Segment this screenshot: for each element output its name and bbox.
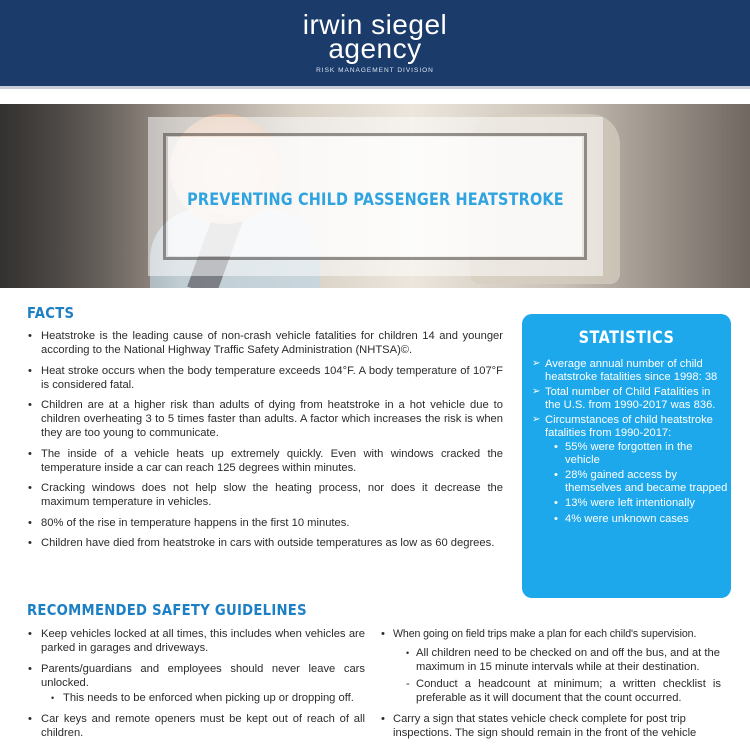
- brand-name-line2: agency: [328, 33, 422, 64]
- circumstance-item: • 55% were forgotten in the vehicle: [545, 441, 728, 466]
- statistics-heading: STATISTICS: [578, 328, 675, 348]
- page-title: PREVENTING CHILD PASSENGER HEATSTROKE: [187, 190, 564, 210]
- fact-item: • Heatstroke is the leading cause of non-crash vehicle fatalities for children 14 and younger according to the National Highway Traffic Safety Administration (NHTSA)©.: [28, 329, 503, 357]
- statistics-box: [522, 314, 731, 598]
- guideline-text: Carry a sign that states vehicle check complete for post trip inspections. The sign should remain in the front of the vehicle: [393, 713, 697, 739]
- guideline-sublist: [41, 691, 365, 705]
- chevron-right-icon: ➢: [532, 386, 541, 397]
- guidelines-heading: RECOMMENDED SAFETY GUIDELINES: [27, 601, 307, 619]
- guideline-subtext: All children need to be checked on and off the bus, and at the maximum in 15 minute intervals while at their destination.: [416, 647, 720, 673]
- circumstance-item: • 4% were unknown cases: [545, 513, 728, 526]
- guideline-text: When going on field trips make a plan for each child's supervision.: [393, 628, 697, 640]
- fact-item: • The inside of a vehicle heats up extremely quickly. Even with windows cracked the temperature inside a car can reach 125 degrees within minutes.: [28, 447, 503, 475]
- facts-list: [28, 329, 503, 557]
- guidelines-left-list: [28, 627, 365, 747]
- fact-item: • Heat stroke occurs when the body temperature exceeds 104°F. A body temperature of 107°F is considered fatal.: [28, 364, 503, 392]
- stat-text: Circumstances of child heatstroke fatalities from 1990-2017:: [545, 414, 713, 439]
- statistics-list: [532, 358, 728, 528]
- guideline-subitem: [393, 646, 721, 705]
- circumstance-item: • 28% gained access by themselves and became trapped: [545, 469, 728, 494]
- chevron-right-icon: ➢: [532, 358, 541, 369]
- guideline-text: Parents/guardians and employees should never leave cars unlocked.: [41, 663, 365, 689]
- stat-item: [532, 414, 728, 525]
- header-gap: [0, 89, 750, 104]
- fact-item: • Children are at a higher risk than adults of dying from heatstroke in a hot vehicle due to children overheating 3 to 5 times faster than adults. A factor which increases the risk is when they are too young to communicate.: [28, 398, 503, 440]
- stat-text: Total number of Child Fatalities in the U.S. from 1990-2017 was 836.: [545, 386, 716, 411]
- stat-text: Average annual number of child heatstroke fatalities since 1998: 38: [545, 358, 718, 383]
- stat-item: [532, 386, 728, 411]
- circumstances-list: [545, 441, 728, 525]
- fact-item: • Cracking windows does not help slow the heating process, nor does it decrease the maximum temperature in vehicles.: [28, 481, 503, 509]
- guideline-text: Keep vehicles locked at all times, this includes when vehicles are parked in garages and driveways.: [41, 628, 365, 654]
- guideline-item: [28, 712, 365, 740]
- guideline-sublist: [393, 646, 721, 705]
- brand-division: RISK MANAGEMENT DIVISION: [316, 67, 434, 74]
- guidelines-right-list: [381, 627, 721, 747]
- guideline-subitem: • This needs to be enforced when picking up or dropping off.: [41, 691, 365, 705]
- fact-item: • 80% of the rise in temperature happens in the first 10 minutes.: [28, 516, 503, 530]
- facts-heading: FACTS: [27, 304, 75, 322]
- guideline-text: Car keys and remote openers must be kept out of reach of all children.: [41, 713, 365, 739]
- guideline-item: [381, 627, 721, 705]
- stat-item: [532, 358, 728, 383]
- guideline-subsubitem: - Conduct a headcount at minimum; a written checklist is preferable as it will document that the count occurred.: [406, 677, 721, 705]
- chevron-right-icon: ➢: [532, 414, 541, 425]
- brand-name-line1: irwin siegel: [302, 9, 448, 40]
- guideline-item: [381, 712, 721, 740]
- circumstance-item: • 13% were left intentionally: [545, 497, 728, 510]
- fact-item: • Children have died from heatstroke in cars with outside temperatures as low as 60 degrees.: [28, 536, 503, 550]
- guideline-item: [28, 662, 365, 705]
- guideline-subsublist: [416, 677, 721, 705]
- brand-header: [0, 0, 750, 86]
- guideline-item: [28, 627, 365, 655]
